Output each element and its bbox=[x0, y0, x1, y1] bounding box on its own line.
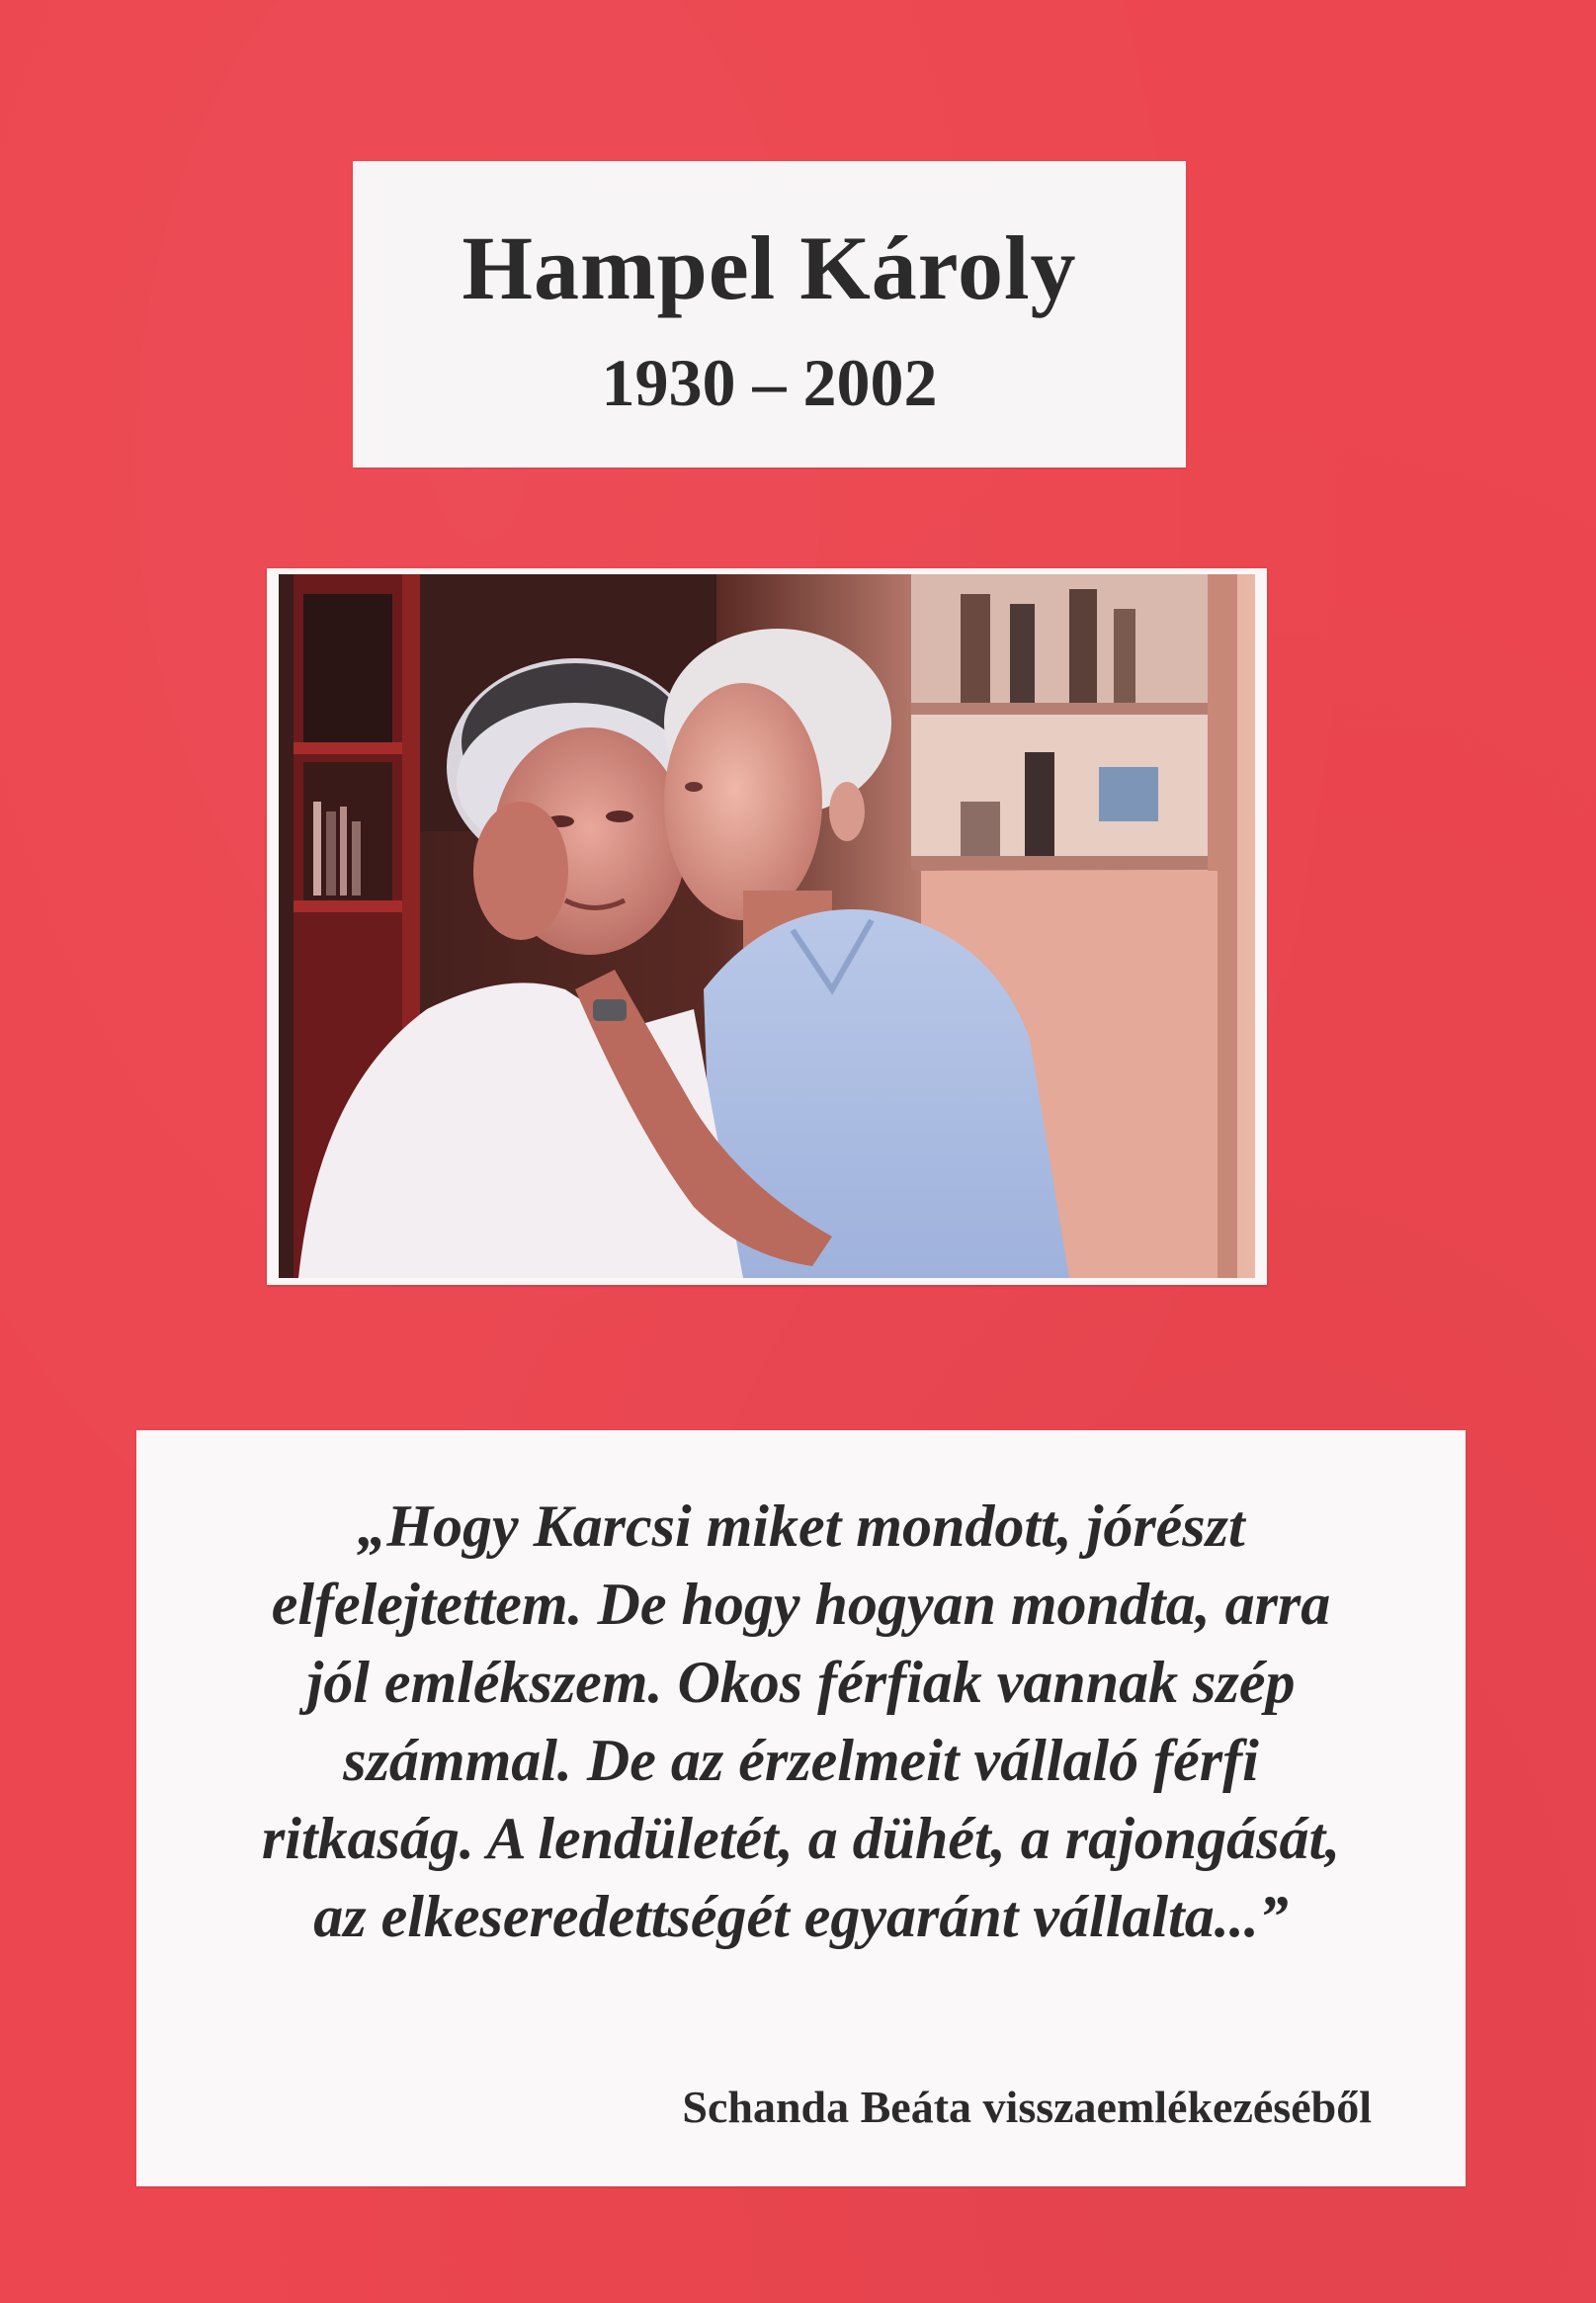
person-name: Hampel Károly bbox=[462, 217, 1077, 318]
life-years: 1930 – 2002 bbox=[601, 345, 938, 420]
quote-card bbox=[136, 1430, 1466, 2186]
quote-line: ritkaság. A lendületét, a dühét, a rajongását, bbox=[261, 1806, 1341, 1871]
quote-source: Schanda Beáta visszaemlékezéséből bbox=[682, 2082, 1372, 2132]
photo-frame bbox=[267, 568, 1267, 1285]
quote-line: számmal. De az érzelmeit vállaló férfi bbox=[343, 1728, 1259, 1793]
quote-line: jól emlékszem. Okos férfiak vannak szép bbox=[306, 1650, 1296, 1715]
quote-text bbox=[166, 1488, 1436, 1956]
quote-line: az elkeseredettségét egyaránt vállalta...” bbox=[313, 1884, 1289, 1949]
quote-line: elfelejtettem. De hogy hogyan mondta, arra bbox=[271, 1572, 1331, 1637]
couple-photo bbox=[279, 574, 1255, 1278]
quote-line: „Hogy Karcsi miket mondott, jórészt bbox=[357, 1493, 1245, 1559]
title-card bbox=[353, 161, 1186, 468]
